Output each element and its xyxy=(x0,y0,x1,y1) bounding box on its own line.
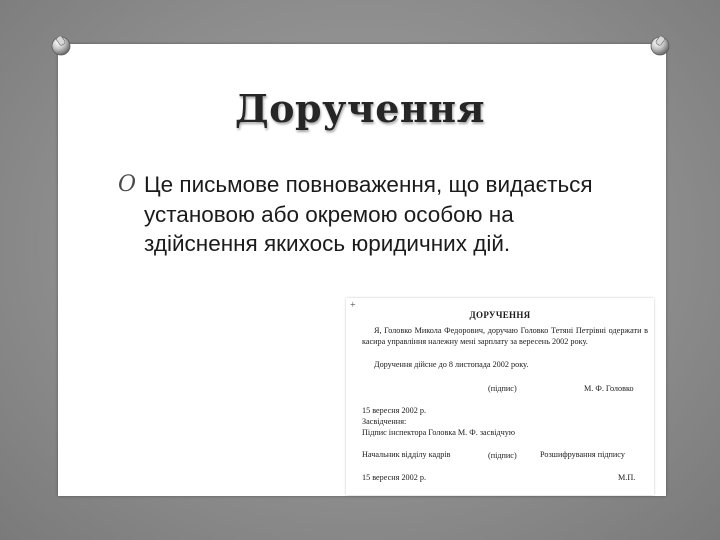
signature-hint: (підпис) xyxy=(488,451,517,460)
bullet-marker: O xyxy=(118,172,137,197)
document-title: ДОРУЧЕННЯ xyxy=(469,310,531,320)
document-body: Я, Головко Микола Федорович, доручаю Головко Тетяні Петрівні одержати в касира управління належну мені зарплату за вересень 2002 року. xyxy=(362,326,648,346)
pushpin-icon xyxy=(48,33,74,59)
certified-label: Засвідчення: xyxy=(362,417,407,426)
certified-text: Підпис інспектора Головка М. Ф. засвідчую xyxy=(362,428,515,437)
slide-title: Доручення xyxy=(234,86,486,131)
document-image xyxy=(346,298,654,495)
document-validity: Доручення дійсне до 8 листопада 2002 року. xyxy=(374,360,529,369)
signer-name: М. Ф. Головко xyxy=(584,384,634,393)
signature-decode: Розшифрування підпису xyxy=(540,450,625,459)
seal-mark: М.П. xyxy=(618,473,636,482)
signature-hint: (підпис) xyxy=(488,384,517,393)
document-date: 15 вересня 2002 р. xyxy=(362,406,427,415)
head-label: Начальник відділу кадрів xyxy=(362,450,451,459)
document-corner-mark: + xyxy=(350,300,356,311)
document-date: 15 вересня 2002 р. xyxy=(362,473,427,482)
bullet-text: Це письмове повноваження, що видається установою або окремою особою на здійснення якихось юридичних дій. xyxy=(144,172,593,256)
pushpin-icon xyxy=(647,33,673,59)
